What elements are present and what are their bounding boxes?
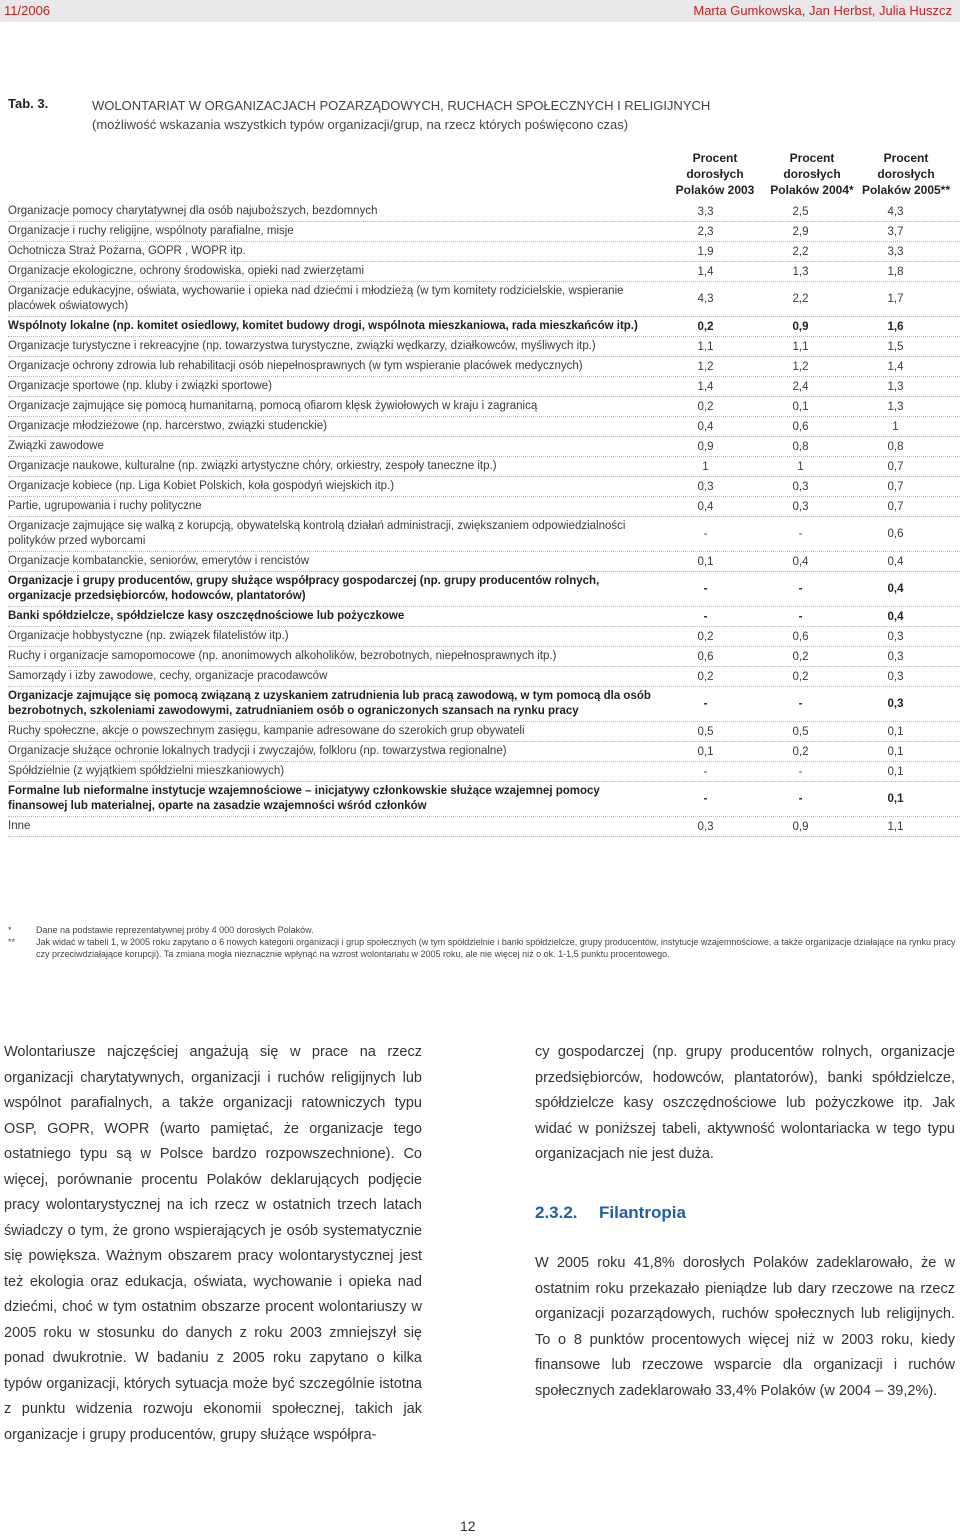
- row-value: -: [798, 765, 803, 778]
- table-row: [8, 607, 960, 627]
- section-number: 2.3.2.: [535, 1202, 578, 1222]
- row-label: Formalne lub nieformalne instytucje wzajemnościowe – inicjatywy członkowskie służące wzajemnej pomocy finansowej lub materialnej, oparte na zasadzie wzajemności wśród członków: [8, 785, 600, 812]
- row-value: 0,2: [697, 320, 714, 333]
- row-label: Organizacje i ruchy religijne, wspólnoty parafialne, misje: [8, 225, 294, 237]
- row-label: Wspólnoty lokalne (np. komitet osiedlowy, komitet budowy drogi, wspólnota mieszkaniowa, rada mieszkańców itp.): [8, 320, 638, 332]
- body-column-right: [535, 1040, 955, 1404]
- row-value: 0,7: [887, 460, 904, 473]
- row-value: -: [798, 793, 803, 805]
- row-value: -: [703, 528, 708, 540]
- row-value: -: [703, 610, 708, 623]
- row-label: Organizacje młodzieżowe (np. harcerstwo, związki studenckie): [8, 420, 327, 432]
- row-value: 2,4: [792, 380, 809, 393]
- row-value: 0,1: [887, 793, 904, 805]
- page-number: 12: [460, 1518, 476, 1534]
- footnote-mark: *: [8, 925, 12, 935]
- row-value: 1: [892, 420, 899, 433]
- row-value: 0,6: [887, 528, 904, 540]
- row-value: 0,1: [887, 725, 904, 738]
- row-value: 1,2: [697, 360, 714, 373]
- table-body: [8, 202, 960, 837]
- row-value: 1,4: [697, 265, 714, 278]
- row-label: Organizacje ochrony zdrowia lub rehabilitacji osób niepełnosprawnych (w tym wspieranie placówek medycznych): [8, 360, 583, 372]
- table-row: [8, 572, 960, 607]
- footnote: [8, 936, 956, 960]
- row-value: 0,3: [887, 670, 904, 683]
- row-label: Organizacje zajmujące się pomocą związaną z uzyskaniem zatrudnienia lub pracą zawodową, w tym pomocą dla osób bezrobotnych, szkoleniami zawodowymi, zatrudnianiem osób o ograniczonych szansach na rynku pracy: [8, 690, 651, 717]
- row-value: 0,1: [792, 400, 809, 413]
- table-row: [8, 262, 960, 282]
- row-value: 1,6: [887, 320, 904, 333]
- issue-label: 11/2006: [4, 3, 51, 18]
- table-row: [8, 222, 960, 242]
- row-label: Organizacje hobbystyczne (np. związek filatelistów itp.): [8, 630, 289, 642]
- row-value: 0,8: [792, 440, 809, 453]
- body-column-left: [4, 1040, 422, 1448]
- table-row: [8, 817, 960, 837]
- row-value: 1,2: [792, 360, 809, 373]
- row-label: Organizacje sportowe (np. kluby i związki sportowe): [8, 380, 272, 392]
- row-value: 0,3: [792, 480, 809, 493]
- row-value: 0,2: [792, 670, 809, 683]
- row-label: Ruchy i organizacje samopomocowe (np. anonimowych alkoholików, bezrobotnych, niepełnosprawnych itp.): [8, 650, 557, 662]
- paragraph: W 2005 roku 41,8% dorosłych Polaków zadeklarowało, że w ostatnim roku przekazało pieniądze lub dary rzeczowe na rzecz organizacji pozarządowych, ruchów społecznych lub religijnych. To o 8 punktów procentowych więcej niż w 2003 roku, kiedy finansowe lub rzeczowe wsparcie dla organizacji i ruchów społecznych zadeklarowało 33,4% Polaków (w 2004 – 39,2%).: [535, 1255, 955, 1399]
- row-value: -: [703, 583, 708, 595]
- section-title: Filantropia: [599, 1202, 686, 1222]
- section-heading: [535, 1200, 955, 1226]
- row-value: 0,6: [792, 420, 809, 433]
- row-value: 0,4: [887, 583, 904, 595]
- row-label: Partie, ugrupowania i ruchy polityczne: [8, 500, 202, 512]
- row-value: 0,4: [697, 500, 714, 513]
- row-value: 1,4: [887, 360, 904, 373]
- row-value: 0,1: [697, 745, 714, 758]
- row-value: 0,6: [792, 630, 809, 643]
- row-value: 0,4: [887, 610, 904, 623]
- row-value: 1,7: [887, 293, 904, 305]
- row-value: 1,3: [887, 380, 904, 393]
- table-row: [8, 397, 960, 417]
- row-value: 1,5: [887, 340, 904, 353]
- row-label: Organizacje zajmujące się walką z korupcją, obywatelską kontrolą działań administracji, zwiększaniem odpowiedzialności polityków przed wyborcami: [8, 520, 626, 547]
- table-row: [8, 667, 960, 687]
- table-subtitle: (możliwość wskazania wszystkich typów organizacji/grup, na rzecz których poświęcono czas): [92, 117, 629, 132]
- row-value: 0,7: [887, 500, 904, 513]
- row-value: 1,1: [887, 820, 904, 833]
- row-value: 0,6: [697, 650, 714, 663]
- table-row: [8, 782, 960, 817]
- row-value: 0,2: [697, 400, 714, 413]
- row-label: Organizacje zajmujące się pomocą humanitarną, pomocą ofiarom klęsk żywiołowych w kraju i zagranicą: [8, 400, 538, 412]
- row-value: 0,3: [887, 698, 904, 710]
- row-value: -: [798, 610, 803, 623]
- row-label: Spółdzielnie (z wyjątkiem spółdzielni mieszkaniowych): [8, 765, 285, 777]
- table-row: [8, 377, 960, 397]
- row-value: -: [703, 765, 708, 778]
- row-value: 1,3: [887, 400, 904, 413]
- row-value: 0,3: [697, 480, 714, 493]
- table-title-block: [92, 96, 710, 134]
- table-row: [8, 477, 960, 497]
- row-value: 0,3: [792, 500, 809, 513]
- table-title: WOLONTARIAT W ORGANIZACJACH POZARZĄDOWYCH, RUCHACH SPOŁECZNYCH I RELIGIJNYCH: [92, 98, 711, 113]
- row-value: -: [703, 698, 708, 710]
- table-row: [8, 417, 960, 437]
- table-row: [8, 457, 960, 477]
- table-row: [8, 242, 960, 262]
- table-row: [8, 282, 960, 317]
- row-value: 2,9: [792, 225, 809, 238]
- table-row: [8, 357, 960, 377]
- paragraph: Wolontariusze najczęściej angażują się w prace na rzecz organizacji charytatywnych, organizacji i ruchów religijnych lub wspólnot parafialnych, a także organizacji ratowniczych typu OSP, GOPR, WOPR (warto pamiętać, że organizacje tego ostatniego typu są w Polsce bardzo rozpowszechnione). Co więcej, porównanie procentu Polaków deklarujących podjęcie pracy wolontarystycznej na ich rzecz w ostatnich trzech latach świadczy o tym, że grono wspierających je osób systematycznie się powiększa. Ważnym obszarem pracy wolontarystycznej jest też ekologia oraz edukacja, oświata, wychowanie i opieka nad dziećmi, choć w tym ostatnim obszarze procent wolontariuszy w 2005 roku w stosunku do danych z roku 2003 zmniejszył się ponad dwukrotnie. W badaniu z 2005 roku zapytano o kilka typów organizacji, których sytuacja może być szczególnie istotna z punktu widzenia rozwoju ekonomii społecznej, takich jak organizacje i grupy producentów, grupy służące współpra-: [4, 1044, 422, 1443]
- row-value: -: [798, 583, 803, 595]
- table-row: [8, 202, 960, 222]
- row-value: 3,3: [697, 205, 714, 218]
- row-value: 1,1: [697, 340, 714, 353]
- row-value: 2,5: [792, 205, 809, 218]
- row-value: 3,7: [887, 225, 904, 238]
- table-row: [8, 437, 960, 457]
- row-value: 0,2: [792, 745, 809, 758]
- running-header: [0, 0, 960, 22]
- column-header-2005: Procent dorosłych Polaków 2005**: [861, 151, 951, 197]
- row-value: 4,3: [887, 205, 904, 218]
- table-row: [8, 317, 960, 337]
- row-value: 4,3: [697, 293, 714, 305]
- table-row: [8, 497, 960, 517]
- row-label: Organizacje naukowe, kulturalne (np. związki artystyczne chóry, orkiestry, zespoły taneczne itp.): [8, 460, 497, 472]
- row-value: 0,1: [697, 555, 714, 568]
- row-value: 0,2: [697, 630, 714, 643]
- table-row: [8, 647, 960, 667]
- column-header-2003: Procent dorosłych Polaków 2003: [675, 151, 755, 197]
- row-value: 1,4: [697, 380, 714, 393]
- table-row: [8, 627, 960, 647]
- row-value: 0,2: [792, 650, 809, 663]
- row-label: Organizacje kombatanckie, seniorów, emerytów i rencistów: [8, 555, 310, 567]
- table-row: [8, 687, 960, 722]
- row-value: 0,3: [887, 630, 904, 643]
- row-value: 2,2: [792, 293, 809, 305]
- row-value: 3,3: [887, 245, 904, 258]
- row-label: Organizacje turystyczne i rekreacyjne (np. towarzystwa turystyczne, związki wędkarzy, działkowców, myśliwych itp.): [8, 340, 596, 352]
- footnote-text: Jak widać w tabeli 1, w 2005 roku zapytano o 6 nowych kategorii organizacji i grup społecznych (w tym spółdzielnie i banki spółdzielcze, grupy producentów, instytucje wzajemnościowe, a także organizacje działające na rynku pracy czy przeciwdziałające korupcji). Ta zmiana mogła nieznacznie wpłynąć na wzrost wolontariatu w 2005 roku, ale nie więcej niż o ok. 1-1,5 punktu procentowego.: [36, 937, 956, 959]
- row-value: 2,2: [792, 245, 809, 258]
- row-value: 0,3: [697, 820, 714, 833]
- paragraph: cy gospodarczej (np. grupy producentów rolnych, organizacje przedsiębiorców, hodowców, plantatorów), banki spółdzielcze, spółdzielcze kasy oszczędnościowe lub pożyczkowe itp. Jak widać w poniższej tabeli, aktywność wolontariacka w tego typu organizacjach nie jest duża.: [535, 1044, 955, 1162]
- table-row: [8, 517, 960, 552]
- row-label: Samorządy i izby zawodowe, cechy, organizacje pracodawców: [8, 670, 328, 682]
- row-value: 0,5: [697, 725, 714, 738]
- row-value: -: [703, 793, 708, 805]
- table-row: [8, 722, 960, 742]
- row-label: Banki spółdzielcze, spółdzielcze kasy oszczędnościowe lub pożyczkowe: [8, 610, 405, 622]
- row-value: 0,2: [697, 670, 714, 683]
- table-row: [8, 762, 960, 782]
- row-value: 0,9: [697, 440, 714, 453]
- row-label: Organizacje i grupy producentów, grupy służące współpracy gospodarczej (np. grupy producentów rolnych, organizacje przedsiębiorców, hodowców, plantatorów): [8, 575, 600, 602]
- row-value: -: [798, 528, 803, 540]
- row-value: 1: [797, 460, 804, 473]
- row-label: Ruchy społeczne, akcje o powszechnym zasięgu, kampanie adresowane do szerokich grup obywateli: [8, 725, 525, 737]
- row-value: 0,7: [887, 480, 904, 493]
- row-value: 1,8: [887, 265, 904, 278]
- row-value: 2,3: [697, 225, 714, 238]
- row-label: Związki zawodowe: [8, 440, 104, 452]
- row-label: Inne: [8, 820, 31, 832]
- row-value: 0,1: [887, 745, 904, 758]
- column-header-2004: Procent dorosłych Polaków 2004*: [770, 151, 854, 197]
- row-value: -: [798, 698, 803, 710]
- table-row: [8, 552, 960, 572]
- row-value: 1: [702, 460, 709, 473]
- row-value: 0,1: [887, 765, 904, 778]
- row-label: Ochotnicza Straż Pożarna, GOPR , WOPR itp.: [8, 245, 246, 257]
- footnote-text: Dane na podstawie reprezentatywnej próby 4 000 dorosłych Polaków.: [36, 925, 314, 935]
- row-value: 1,9: [697, 245, 714, 258]
- row-label: Organizacje ekologiczne, ochrony środowiska, opieki nad zwierzętami: [8, 265, 365, 277]
- row-value: 0,9: [792, 320, 809, 333]
- authors-label: Marta Gumkowska, Jan Herbst, Julia Huszcz: [693, 3, 952, 18]
- row-label: Organizacje kobiece (np. Liga Kobiet Polskich, koła gospodyń wiejskich itp.): [8, 480, 395, 492]
- row-value: 0,4: [697, 420, 714, 433]
- table-notes: [8, 924, 956, 960]
- table-row: [8, 742, 960, 762]
- row-label: Organizacje edukacyjne, oświata, wychowanie i opieka nad dziećmi i młodzieżą (w tym komitety rodzicielskie, wspieranie placówek oświatowych): [8, 285, 624, 312]
- row-value: 1,3: [792, 265, 809, 278]
- row-value: 0,8: [887, 440, 904, 453]
- table-row: [8, 337, 960, 357]
- row-value: 1,1: [792, 340, 809, 353]
- row-value: 0,5: [792, 725, 809, 738]
- table-label: Tab. 3.: [8, 96, 49, 111]
- row-value: 0,3: [887, 650, 904, 663]
- row-value: 0,4: [887, 555, 904, 568]
- footnote: [8, 924, 956, 936]
- row-label: Organizacje służące ochronie lokalnych tradycji i zwyczajów, folkloru (np. towarzystwa regionalne): [8, 745, 507, 757]
- row-value: 0,4: [792, 555, 809, 568]
- row-label: Organizacje pomocy charytatywnej dla osób najuboższych, bezdomnych: [8, 205, 378, 217]
- footnote-mark: **: [8, 937, 16, 947]
- row-value: 0,9: [792, 820, 809, 833]
